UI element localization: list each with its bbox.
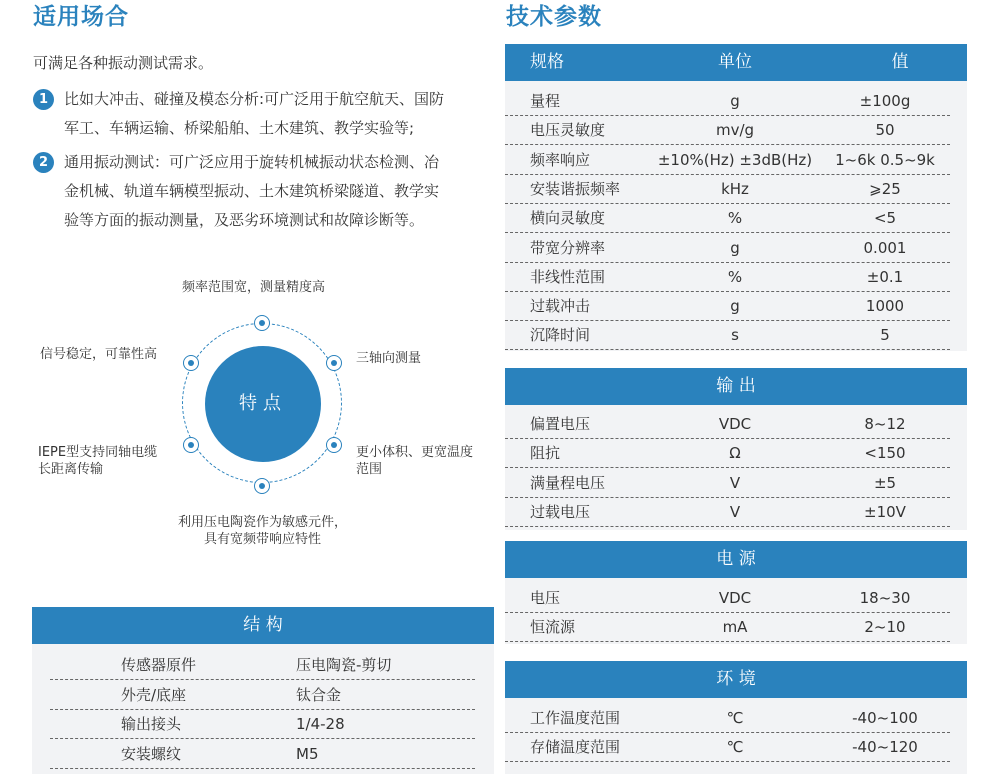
output-row: [505, 469, 950, 498]
tech-params-title: 技术参数: [506, 4, 602, 30]
feature-dot-right-upper: [326, 355, 342, 371]
spec-row-unit: g: [730, 238, 740, 257]
spec-row-value: 1000: [865, 297, 905, 316]
spec-row-value: ⩾25: [869, 179, 901, 198]
spec-row-value: 5: [880, 326, 890, 345]
spec-row-unit: kHz: [721, 179, 749, 198]
environment-row-value: -40~120: [852, 738, 918, 757]
output-row-name: 过载电压: [530, 502, 591, 521]
spec-row: [505, 175, 950, 204]
spec-row: [505, 116, 950, 145]
spec-row-unit: g: [730, 297, 740, 316]
spec-header: [505, 44, 967, 81]
feature-bottom-line-2: 具有宽频带响应特性: [203, 532, 321, 547]
spec-row-value: 1~6k 0.5~9k: [835, 150, 935, 169]
spec-row: [505, 146, 950, 175]
power-row-name: 恒流源: [530, 618, 576, 637]
power-row-value: 2~10: [864, 618, 906, 637]
power-row-unit: VDC: [718, 589, 752, 607]
environment-row-unit: ℃: [726, 709, 744, 727]
environment-row: [505, 733, 950, 762]
output-row-name: 阻抗: [530, 444, 561, 463]
feature-dot-right-lower: [326, 437, 342, 453]
spec-header-label: 规格: [530, 52, 564, 72]
output-row-name: 偏置电压: [530, 415, 591, 433]
output-row-unit: VDC: [718, 415, 752, 433]
output-row-name: 满量程电压: [530, 473, 606, 492]
feature-left-lower-line-2: 长距离传输: [38, 462, 104, 477]
spec-row-name: 横向灵敏度: [530, 209, 606, 228]
environment-row-name: 工作温度范围: [530, 709, 621, 727]
output-row-value: 8~12: [864, 415, 906, 433]
features-center-circle: 特点: [205, 346, 321, 462]
number-2-badge: 2: [33, 152, 54, 173]
environment-row-value: -40~100: [852, 709, 918, 727]
applications-intro: 可满足各种振动测试需求。: [33, 54, 214, 72]
structure-header: [32, 607, 494, 644]
spec-row-name: 过载冲击: [530, 297, 591, 316]
spec-row-unit: g: [730, 92, 740, 110]
output-row: [505, 410, 950, 439]
spec-row: [505, 321, 950, 350]
structure-row-value: M5: [296, 744, 319, 763]
output-row-unit: V: [729, 473, 741, 492]
structure-row: [50, 710, 475, 739]
output-title: 输 出: [716, 376, 756, 396]
structure-title: 结 构: [243, 615, 283, 635]
spec-row-value: 50: [875, 121, 895, 140]
value-header-label: 值: [891, 52, 909, 72]
output-row-unit: V: [729, 502, 741, 521]
structure-row: [50, 681, 475, 710]
feature-right-lower-line-2: 范围: [356, 462, 383, 477]
output-row-unit: Ω: [729, 444, 741, 463]
application-item-1: [33, 85, 493, 143]
feature-bottom-line-1: 利用压电陶瓷作为敏感元件，: [177, 515, 347, 530]
application-item-2: [33, 148, 493, 235]
spec-row: [505, 263, 950, 292]
spec-row-unit: mv/g: [715, 121, 755, 140]
feature-left-upper-label: 信号稳定，可靠性高: [40, 347, 158, 362]
structure-row-name: 传感器原件: [121, 656, 197, 674]
feature-dot-bottom: [254, 478, 270, 494]
spec-row-value: ±100g: [859, 92, 911, 110]
output-row-value: ±10V: [864, 502, 906, 521]
feature-bottom-label: [160, 514, 365, 548]
spec-row: [505, 204, 950, 233]
structure-row-name: 安装螺纹: [121, 744, 182, 763]
feature-dot-left-lower: [183, 437, 199, 453]
structure-row-value: 钛合金: [296, 685, 342, 704]
application-2-line-2: 金机械、轨道车辆模型振动、土木建筑桥梁隧道、教学实: [64, 182, 440, 200]
application-2-line-1: 通用振动测试：可广泛应用于旋转机械振动状态检测、冶: [64, 153, 440, 171]
applications-title: 适用场合: [33, 4, 129, 30]
spec-row-value: <5: [873, 209, 897, 228]
power-row: [505, 584, 950, 613]
output-row: [505, 439, 950, 468]
power-row-unit: mA: [722, 618, 748, 637]
spec-row: [505, 87, 950, 116]
spec-row: [505, 292, 950, 321]
structure-row: [50, 740, 475, 769]
power-title: 电 源: [716, 549, 756, 569]
number-1-badge: 1: [33, 89, 54, 110]
spec-row: [505, 234, 950, 263]
spec-row-unit: ±10%(Hz) ±3dB(Hz): [657, 150, 813, 169]
output-header: [505, 368, 967, 405]
feature-left-lower-line-1: IEPE型支持同轴电缆: [38, 445, 158, 460]
feature-right-lower-label: [356, 444, 473, 478]
environment-header: [505, 661, 967, 698]
structure-row-name: 外壳/底座: [121, 685, 187, 704]
spec-row-name: 非线性范围: [530, 267, 606, 286]
spec-row-unit: %: [727, 209, 743, 228]
environment-row-name: 存储温度范围: [530, 738, 621, 757]
spec-row-name: 量程: [530, 92, 561, 110]
environment-row-unit: ℃: [726, 738, 744, 757]
spec-row-unit: s: [731, 326, 739, 345]
spec-row-name: 电压灵敏度: [530, 121, 606, 140]
application-1-line-2: 军工、车辆运输、桥梁船舶、土木建筑、教学实验等;: [64, 119, 415, 137]
spec-row-name: 频率响应: [530, 150, 591, 169]
feature-right-lower-line-1: 更小体积、更宽温度: [356, 445, 474, 460]
application-1-line-1: 比如大冲击、碰撞及模态分析:可广泛用于航空航天、国防: [64, 90, 445, 108]
power-header: [505, 541, 967, 578]
feature-dot-top: [254, 315, 270, 331]
power-row: [505, 613, 950, 642]
spec-row-name: 安装谐振频率: [530, 179, 621, 198]
output-row-value: ±5: [873, 473, 897, 492]
structure-row-name: 输出接头: [121, 715, 182, 733]
spec-row-name: 带宽分辨率: [530, 238, 606, 257]
structure-row-value: 1/4-28: [296, 715, 345, 733]
feature-dot-left-upper: [183, 355, 199, 371]
power-row-name: 电压: [530, 589, 561, 607]
spec-row-value: 0.001: [863, 238, 907, 257]
structure-row: [50, 651, 475, 680]
spec-row-unit: %: [727, 267, 743, 286]
output-row: [505, 498, 950, 527]
environment-row: [505, 704, 950, 733]
feature-right-upper-label: 三轴向测量: [356, 351, 422, 366]
feature-top-label: 频率范围宽，测量精度高: [182, 280, 326, 295]
power-row-value: 18~30: [859, 589, 911, 607]
environment-title: 环 境: [716, 669, 756, 689]
output-row-value: <150: [864, 444, 906, 463]
feature-left-lower-label: [38, 444, 157, 478]
application-2-line-3: 验等方面的振动测量，及恶劣环境测试和故障诊断等。: [64, 211, 425, 229]
structure-row-value: 压电陶瓷-剪切: [296, 656, 392, 674]
spec-row-value: ±0.1: [866, 267, 904, 286]
spec-row-name: 沉降时间: [530, 326, 591, 345]
unit-header-label: 单位: [718, 52, 752, 72]
